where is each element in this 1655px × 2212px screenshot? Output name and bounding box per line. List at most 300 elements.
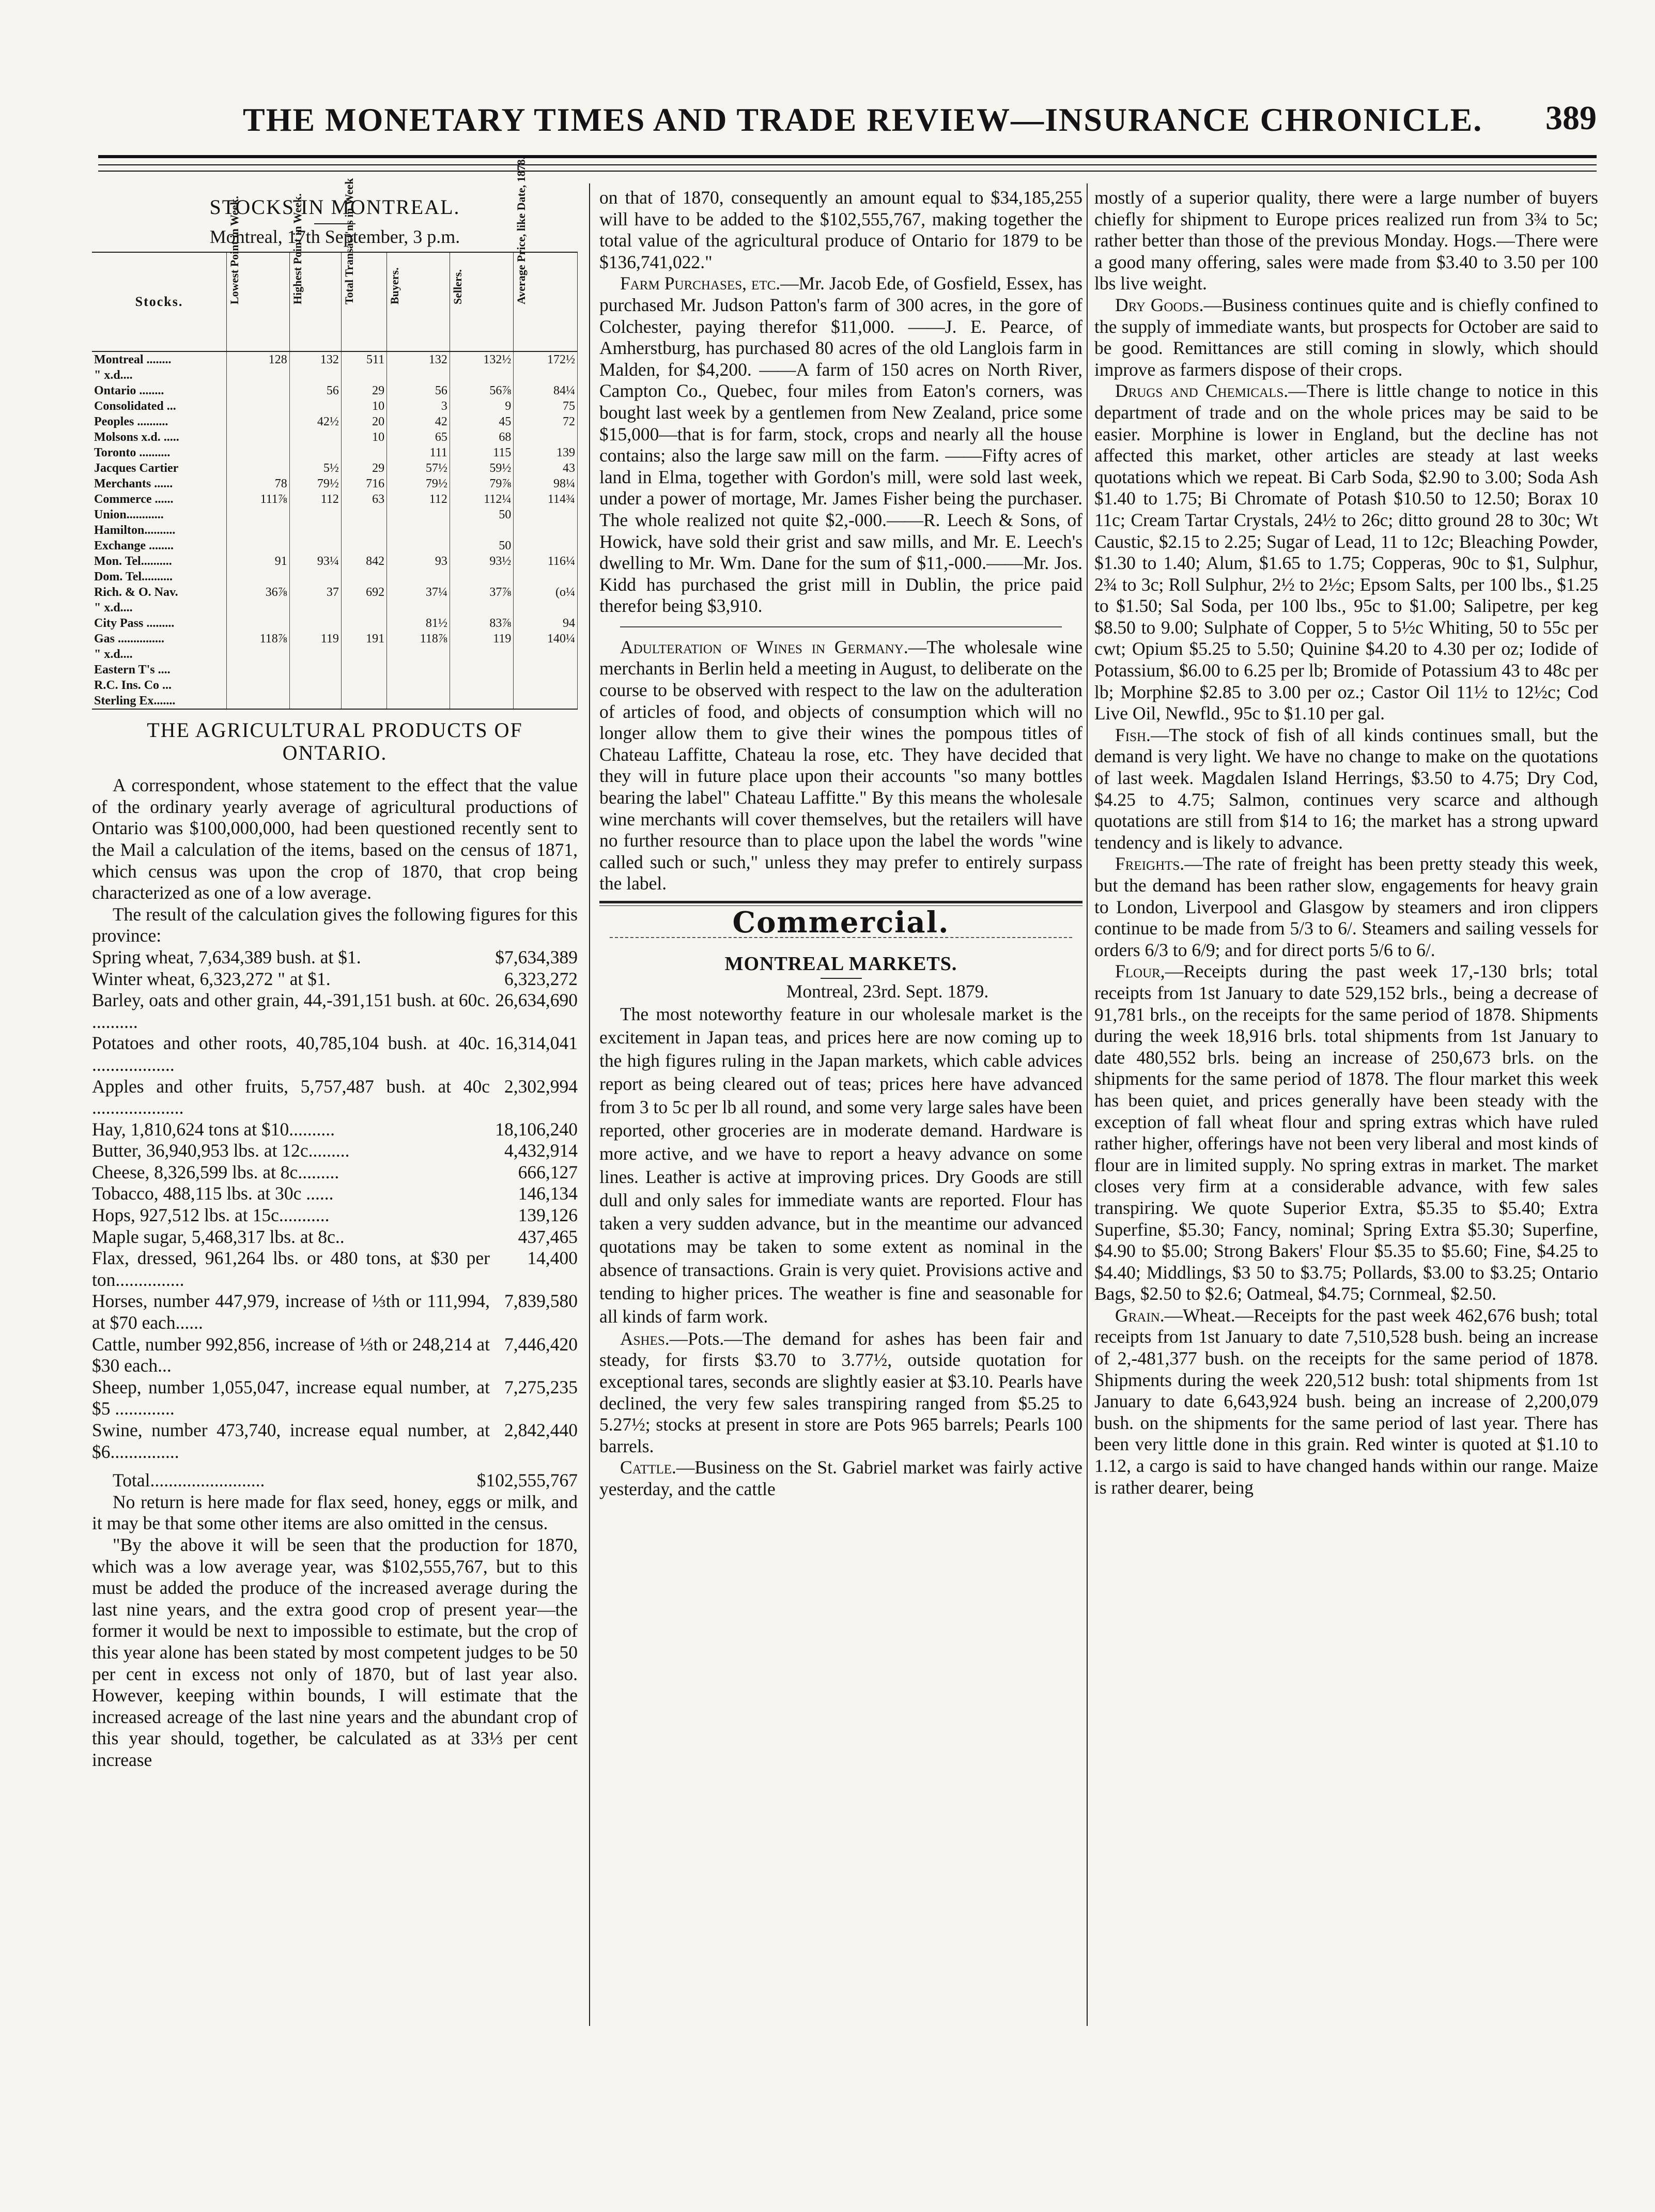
markets-date: Montreal, 23rd. Sept. 1879. <box>786 981 989 1002</box>
stock-value: 29 <box>341 383 386 398</box>
stock-value <box>514 647 578 662</box>
stock-value: 56 <box>289 383 341 398</box>
agri-quote: "By the above it will be seen that the production for 1870, which was a low average year, was $102,555,767, but to this must be added the produce of the increased average during the last nine years, and the extra good crop of present year—the former it would be next to impossible to estimate, but the crop of this year alone has been stated by most competent judges to be 50 per cent in excess not only of 1870, but of last year also. However, keeping within bounds, I will estimate that the increased acreage of the last nine years and the abundant crop of this year should, together, be calculated as at 33⅓ per cent increase <box>92 1534 578 1770</box>
table-row <box>92 523 578 538</box>
stock-value: 172½ <box>514 351 578 367</box>
flour <box>1094 961 1598 1305</box>
item-label: Potatoes and other roots, 40,785,104 bush. at 40c. .................. <box>92 1033 490 1075</box>
stock-value: 116¼ <box>514 554 578 569</box>
wine-adulteration <box>599 637 1082 895</box>
farm-purchases <box>599 273 1082 617</box>
stock-name: Montreal ........ <box>92 351 227 367</box>
item-label: Cattle, number 992,856, increase of ⅓th or 248,214 at $30 each... <box>92 1333 490 1376</box>
stocks-header-label: Highest Point in Week. <box>290 193 304 305</box>
stock-value: 37⅞ <box>450 585 514 600</box>
grain <box>1094 1305 1598 1498</box>
table-row <box>92 460 578 476</box>
stock-value <box>450 367 514 383</box>
stock-value <box>514 538 578 554</box>
masthead <box>119 101 1597 142</box>
list-item <box>92 990 578 1033</box>
agri-lead: The result of the calculation gives the following figures for this province: <box>92 903 578 946</box>
stock-value: 72 <box>514 414 578 429</box>
table-row <box>92 398 578 414</box>
table-row <box>92 538 578 554</box>
page-number: 389 <box>1545 99 1597 137</box>
stock-name: Rich. & O. Nav. <box>92 585 227 600</box>
item-value: 26,634,690 <box>495 990 578 1011</box>
stock-value: 68 <box>450 429 514 445</box>
item-label: Winter wheat, 6,323,272 " at $1. <box>92 968 331 989</box>
list-item <box>92 1119 578 1141</box>
stock-value: 37 <box>289 585 341 600</box>
stock-value: 118⅞ <box>387 631 450 647</box>
item-label: Tobacco, 488,115 lbs. at 30c ...... <box>92 1183 334 1204</box>
column-2 <box>599 187 1082 1500</box>
item-label: Spring wheat, 7,634,389 bush. at $1. <box>92 946 361 967</box>
stock-value: 20 <box>341 414 386 429</box>
stock-value: 43 <box>514 460 578 476</box>
freights <box>1094 853 1598 961</box>
stock-name: Molsons x.d. ..... <box>92 429 227 445</box>
table-row <box>92 616 578 631</box>
table-row <box>92 678 578 693</box>
stocks-header-name: Stocks. <box>92 252 227 351</box>
stock-value: 112 <box>387 491 450 507</box>
list-item <box>92 1162 578 1184</box>
stock-value: 139 <box>514 445 578 460</box>
stock-value <box>514 678 578 693</box>
stock-value <box>289 507 341 523</box>
stock-value <box>227 460 290 476</box>
stock-value: 93½ <box>450 554 514 569</box>
list-item <box>92 1226 578 1248</box>
stock-value: 50 <box>450 538 514 554</box>
table-row <box>92 351 578 367</box>
stock-value <box>289 398 341 414</box>
section-head: Cattle. <box>620 1457 676 1478</box>
stock-value <box>387 538 450 554</box>
stock-value <box>341 538 386 554</box>
divider <box>821 978 862 979</box>
stocks-header-label: Average Price, like Date, 1878. <box>515 157 528 305</box>
stock-name: Commerce ...... <box>92 491 227 507</box>
section-head: Grain. <box>1115 1304 1165 1326</box>
stock-value: 93¼ <box>289 554 341 569</box>
column-3 <box>1094 187 1598 1498</box>
stock-value: 42 <box>387 414 450 429</box>
stock-value: 84¼ <box>514 383 578 398</box>
stock-value <box>289 616 341 631</box>
divider <box>620 626 1062 627</box>
stock-value: 511 <box>341 351 386 367</box>
item-value: 4,432,914 <box>504 1140 578 1161</box>
item-label: Swine, number 473,740, increase equal number, at $6............... <box>92 1420 490 1462</box>
stocks-header <box>450 252 514 351</box>
stock-name: Dom. Tel.......... <box>92 569 227 585</box>
stock-value: 119 <box>289 631 341 647</box>
list-item <box>92 1377 578 1420</box>
stock-value <box>289 538 341 554</box>
list-item <box>92 1248 578 1291</box>
section-text: —Business on the St. Gabriel market was fairly active yesterday, and the cattle <box>599 1457 1082 1499</box>
stock-value <box>387 662 450 678</box>
item-label: Flax, dressed, 961,264 lbs. or 480 tons, at $30 per ton............... <box>92 1248 490 1290</box>
item-value: 437,465 <box>518 1226 578 1247</box>
section-text: —The wholesale wine merchants in Berlin held a meeting in August, to deliberate on the course to be observed with respect to the law on the adulteration of articles of food, and objects of consumption which will no longer allow them to give their wines the pompous titles of Chateau Laffitte, Chateau la rose, etc. They have decided that they will in future place upon their accounts "so many bottles bearing the label" Chateau Laffitte." By this means the wholesale wine merchants will cover themselves, but the retailers will have no further resource than to place upon the label the words "wine called such or such," unless they may prefer to entirely surpass the label. <box>599 636 1082 894</box>
item-value: 18,106,240 <box>495 1118 578 1140</box>
section-head: Drugs and Chemicals. <box>1115 380 1289 402</box>
stock-value: 128 <box>227 351 290 367</box>
stock-value: 56 <box>387 383 450 398</box>
table-row <box>92 662 578 678</box>
item-value: 6,323,272 <box>504 968 578 989</box>
stock-value <box>514 429 578 445</box>
stock-value <box>227 647 290 662</box>
stock-value: 132 <box>387 351 450 367</box>
stock-value: 79½ <box>289 476 341 491</box>
agri-title: THE AGRICULTURAL PRODUCTS OF ONTARIO. <box>147 718 523 765</box>
stock-value <box>450 523 514 538</box>
list-item <box>92 1033 578 1076</box>
section-head: Dry Goods. <box>1115 294 1204 315</box>
stock-value <box>514 600 578 616</box>
agri-intro: A correspondent, whose statement to the effect that the value of the ordinary yearly average of agricultural productions of Ontario was $100,000,000, had been questioned recently sent to the Mail a calculation of the items, based on the census of 1871, which census was upon the crop of 1870, that crop being characterized as one of a low average. <box>92 775 578 903</box>
stock-value: 112 <box>289 491 341 507</box>
stock-name: Toronto .......... <box>92 445 227 460</box>
table-row <box>92 647 578 662</box>
commercial-heading: Commercial. <box>732 905 950 940</box>
stock-value: 118⅞ <box>227 631 290 647</box>
stock-value <box>387 693 450 709</box>
stock-name: Ontario ........ <box>92 383 227 398</box>
stock-value <box>387 600 450 616</box>
stock-value <box>341 662 386 678</box>
stock-value <box>341 678 386 693</box>
stock-value: 114¾ <box>514 491 578 507</box>
header-rule-thin-2 <box>98 171 1597 172</box>
stocks-date: Montreal, 17th September, 3 p.m. <box>209 226 460 247</box>
stock-value <box>289 445 341 460</box>
stock-name: R.C. Ins. Co ... <box>92 678 227 693</box>
section-text: —The rate of freight has been pretty steady this week, but the demand has been rather slow, engagements for heavy grain to London, Liverpool and Glasgow by steamers and iron clippers continue to be made from 5/3 to 6/. Steamers and sailing vessels for orders 6/3 to 6/9; and for direct ports 5/6 to 6/. <box>1094 853 1598 960</box>
stock-value: 716 <box>341 476 386 491</box>
stock-value <box>227 367 290 383</box>
stock-value: 93 <box>387 554 450 569</box>
stocks-header <box>341 178 386 351</box>
stock-value <box>341 693 386 709</box>
stock-value <box>514 367 578 383</box>
item-value: 16,314,041 <box>495 1033 578 1054</box>
stock-value <box>227 398 290 414</box>
stock-value <box>514 662 578 678</box>
section-text: —Business continues quite and is chiefly confined to the supply of immediate wants, but prospects for October are said to be good. Remittances are still coming in slowly, which should improve as farmers dispose of their crops. <box>1094 294 1598 380</box>
stock-value <box>227 538 290 554</box>
stock-value: 842 <box>341 554 386 569</box>
table-row <box>92 445 578 460</box>
stock-value: 42½ <box>289 414 341 429</box>
stock-value <box>289 523 341 538</box>
section-text: —Pots.—The demand for ashes has been fair and steady, for firsts $3.70 to 3.77½, outside quotation for exceptional tares, seconds are slightly easier at $3.10. Pearls have declined, the very few sales transpiring ranged from $5.25 to 5.27½; stocks at present in store are Pots 965 barrels; Pearls 100 barrels. <box>599 1328 1082 1456</box>
stock-value <box>227 414 290 429</box>
section-head: Ashes. <box>620 1328 670 1349</box>
stock-value <box>514 507 578 523</box>
table-row <box>92 383 578 398</box>
stocks-header <box>227 196 290 351</box>
stock-value <box>450 600 514 616</box>
stock-value <box>341 616 386 631</box>
stock-value: 50 <box>450 507 514 523</box>
item-value: $7,634,389 <box>495 946 578 967</box>
stock-value <box>514 523 578 538</box>
agri-note: No return is here made for flax seed, honey, eggs or milk, and it may be that some other items are also omitted in the census. <box>92 1491 578 1534</box>
stock-name: Merchants ...... <box>92 476 227 491</box>
stock-value <box>289 429 341 445</box>
markets-title: MONTREAL MARKETS. <box>724 953 957 975</box>
list-item <box>92 1334 578 1377</box>
stock-value <box>227 429 290 445</box>
column-1 <box>92 157 578 1771</box>
stock-value <box>289 662 341 678</box>
total-value: $102,555,767 <box>476 1470 578 1491</box>
dry-goods <box>1094 295 1598 380</box>
stock-value: 78 <box>227 476 290 491</box>
stocks-header-label: Sellers. <box>451 269 464 305</box>
stock-name: Jacques Cartier <box>92 460 227 476</box>
item-value: 7,839,580 <box>504 1291 578 1312</box>
stock-value: 81½ <box>387 616 450 631</box>
stock-name: Exchange ........ <box>92 538 227 554</box>
item-value: 666,127 <box>518 1161 578 1182</box>
stock-value <box>387 569 450 585</box>
ashes <box>599 1328 1082 1457</box>
item-value: 2,302,994 <box>504 1076 578 1097</box>
stock-name: Mon. Tel.......... <box>92 554 227 569</box>
agri-total <box>92 1470 578 1492</box>
stock-value: 111⅞ <box>227 491 290 507</box>
item-label: Apples and other fruits, 5,757,487 bush. at 40c .................... <box>92 1076 490 1118</box>
stock-value: 83⅞ <box>450 616 514 631</box>
list-item <box>92 1420 578 1463</box>
stock-value <box>289 367 341 383</box>
stock-name: " x.d.... <box>92 600 227 616</box>
stock-value: 91 <box>227 554 290 569</box>
stock-value: 36⅞ <box>227 585 290 600</box>
stock-value: 9 <box>450 398 514 414</box>
section-head: Flour, <box>1115 961 1165 982</box>
table-row <box>92 693 578 709</box>
table-row <box>92 569 578 585</box>
table-row <box>92 585 578 600</box>
stock-value: 63 <box>341 491 386 507</box>
markets-intro: The most noteworthy feature in our wholesale market is the excitement in Japan teas, and prices here are now coming up to the high figures ruling in the Japan markets, which cable advices report as being cleared out of teas; prices here have advanced from 3 to 5c per lb all round, and some very large sales have been reported, other groceries are in moderate demand. Hardware is more active, and we have to report a heavy advance on some lines. Leather is active at improving prices. Dry Goods are still dull and only sales for immediate wants are reported. Flour has taken a very sudden advance, but in the meantime our advanced quotations may be taken to some extent as nominal in the absence of transactions. Grain is very quiet. Provisions active and tending to higher prices. The weather is fine and seasonable for all kinds of farm work. <box>599 1003 1082 1327</box>
section-head: Farm Purchases, etc. <box>620 273 781 294</box>
header-rule <box>98 155 1597 158</box>
list-item <box>92 1140 578 1162</box>
cattle <box>599 1457 1082 1500</box>
stock-name: Peoples .......... <box>92 414 227 429</box>
stock-name: " x.d.... <box>92 367 227 383</box>
list-item <box>92 1291 578 1333</box>
stocks-header <box>289 193 341 351</box>
item-label: Sheep, number 1,055,047, increase equal number, at $5 ............. <box>92 1376 490 1419</box>
item-label: Maple sugar, 5,468,317 lbs. at 8c.. <box>92 1226 345 1247</box>
list-item <box>92 1205 578 1226</box>
stock-value: 5½ <box>289 460 341 476</box>
agri-continued: on that of 1870, consequently an amount equal to $34,185,255 will have to be added to the $102,555,767, making together the total value of the agricultural produce of Ontario for 1879 to be $136,741,022." <box>599 187 1082 272</box>
stock-value <box>227 383 290 398</box>
stock-value <box>450 693 514 709</box>
section-head: Adulteration of Wines in Germany. <box>620 636 908 657</box>
stock-value <box>341 647 386 662</box>
stock-value: 132½ <box>450 351 514 367</box>
stock-value <box>514 569 578 585</box>
stock-name: Hamilton.......... <box>92 523 227 538</box>
stock-value: 10 <box>341 429 386 445</box>
stock-value <box>514 693 578 709</box>
stock-value: 75 <box>514 398 578 414</box>
item-label: Horses, number 447,979, increase of ⅓th or 111,994, at $70 each...... <box>92 1291 490 1333</box>
stock-value <box>227 616 290 631</box>
stock-name: Eastern T's .... <box>92 662 227 678</box>
stocks-header <box>387 252 450 351</box>
stock-value: 10 <box>341 398 386 414</box>
list-item <box>92 947 578 969</box>
stocks-header-label: Lowest Point in Week. <box>228 196 241 305</box>
stock-value: 29 <box>341 460 386 476</box>
stocks-title: STOCKS IN MONTREAL. <box>209 195 460 219</box>
stock-value: 112¼ <box>450 491 514 507</box>
item-value: 139,126 <box>518 1205 578 1226</box>
table-row <box>92 429 578 445</box>
stock-name: Union............ <box>92 507 227 523</box>
stock-value <box>289 693 341 709</box>
stock-value: (o¼ <box>514 585 578 600</box>
stock-value: 57½ <box>387 460 450 476</box>
item-label: Butter, 36,940,953 lbs. at 12c......... <box>92 1140 350 1161</box>
table-row <box>92 507 578 523</box>
stock-value <box>341 445 386 460</box>
stock-value: 132 <box>289 351 341 367</box>
column-divider <box>589 183 590 2026</box>
stock-value: 79⅞ <box>450 476 514 491</box>
item-label: Cheese, 8,326,599 lbs. at 8c......... <box>92 1161 339 1182</box>
table-row <box>92 476 578 491</box>
stock-value <box>387 523 450 538</box>
item-label: Barley, oats and other grain, 44,-391,151 bush. at 60c. .......... <box>92 990 490 1032</box>
section-text: —The stock of fish of all kinds continues small, but the demand is very light. We have no change to make on the quotations of last week. Magdalen Island Herrings, $3.50 to 4.75; Dry Cod, $4.25 to 4.75; Salmon, continues very scarce and although quotations are still from $14 to 16; the market has a strong upward tendency and is likely to advance. <box>1094 724 1598 853</box>
page-title: THE MONETARY TIMES AND TRADE REVIEW—INSURANCE CHRONICLE. <box>243 101 1483 138</box>
item-value: 7,446,420 <box>504 1333 578 1355</box>
stock-value: 98¼ <box>514 476 578 491</box>
table-row <box>92 414 578 429</box>
column-divider <box>1087 183 1088 2026</box>
stock-value <box>289 600 341 616</box>
stock-value: 59½ <box>450 460 514 476</box>
stock-value: 692 <box>341 585 386 600</box>
stock-value <box>227 569 290 585</box>
stock-name: Gas ............... <box>92 631 227 647</box>
drugs-chemicals <box>1094 380 1598 725</box>
stock-value <box>450 678 514 693</box>
stock-value <box>341 569 386 585</box>
fish <box>1094 725 1598 854</box>
stock-value <box>341 367 386 383</box>
stock-value <box>227 693 290 709</box>
list-item <box>92 1076 578 1119</box>
stock-name: City Pass ......... <box>92 616 227 631</box>
item-label: Hops, 927,512 lbs. at 15c........... <box>92 1205 330 1226</box>
list-item <box>92 969 578 990</box>
table-row <box>92 600 578 616</box>
item-value: 7,275,235 <box>504 1376 578 1397</box>
stock-value <box>341 507 386 523</box>
stock-value <box>227 678 290 693</box>
stock-value <box>227 600 290 616</box>
section-text: —Wheat.—Receipts for the past week 462,676 bush; total receipts from 1st January to date 7,510,528 bush. being an increase of 2,-481,377 bush. on the receipts for the same period of 1878. Shipments during the week 220,512 bush: total shipments from 1st January to date 6,643,924 bush. being an increase of 2,200,079 bush. on the shipments for the same period of last year. There has been very little done in this grain. Red winter is quoted at $1.10 to 1.12, a cargo is said to have changed hands within our range. Maize is rather dearer, being <box>1094 1304 1598 1498</box>
table-row <box>92 367 578 383</box>
stock-value <box>289 647 341 662</box>
stock-value: 37¼ <box>387 585 450 600</box>
stock-value <box>227 507 290 523</box>
table-row <box>92 631 578 647</box>
stocks-header-label: Buyers. <box>388 267 401 305</box>
stock-value: 65 <box>387 429 450 445</box>
stock-value: 191 <box>341 631 386 647</box>
total-label: Total......................... <box>113 1470 265 1491</box>
list-item <box>92 1183 578 1205</box>
stock-name: " x.d.... <box>92 647 227 662</box>
stock-value <box>341 523 386 538</box>
stock-value <box>387 678 450 693</box>
stock-value: 140¼ <box>514 631 578 647</box>
stock-value: 3 <box>387 398 450 414</box>
stock-value <box>341 600 386 616</box>
stock-value: 119 <box>450 631 514 647</box>
item-label: Hay, 1,810,624 tons at $10.......... <box>92 1118 335 1140</box>
stock-value: 45 <box>450 414 514 429</box>
stock-value: 56⅞ <box>450 383 514 398</box>
stock-value <box>227 662 290 678</box>
stock-value <box>387 647 450 662</box>
item-value: 14,400 <box>527 1248 578 1269</box>
stock-value: 111 <box>387 445 450 460</box>
stock-value <box>227 523 290 538</box>
stock-value <box>289 678 341 693</box>
agri-list <box>92 947 578 1463</box>
stock-value <box>289 569 341 585</box>
table-row <box>92 491 578 507</box>
stock-value <box>450 569 514 585</box>
stock-name: Sterling Ex....... <box>92 693 227 709</box>
header-rule-thin <box>98 164 1597 165</box>
table-row <box>92 554 578 569</box>
item-value: 146,134 <box>518 1183 578 1204</box>
stock-value: 94 <box>514 616 578 631</box>
stock-name: Consolidated ... <box>92 398 227 414</box>
section-head: Fish. <box>1115 724 1151 745</box>
stock-value <box>450 647 514 662</box>
section-head: Freights. <box>1115 853 1185 874</box>
stocks-header-label: Total Transact'ns in Week <box>342 178 355 305</box>
cattle-continued: mostly of a superior quality, there were a large number of buyers chiefly for shipment to Europe prices realized run from 3¾ to 5c; rather better than those of the previous Monday. Hogs.—There were a good many offering, sales were made from $3.40 to 3.50 per 100 lbs live weight. <box>1094 187 1598 294</box>
stock-value <box>387 507 450 523</box>
stock-value <box>450 662 514 678</box>
item-value: 2,842,440 <box>504 1420 578 1440</box>
stock-value <box>227 445 290 460</box>
stocks-header <box>514 157 578 351</box>
section-text: —There is little change to notice in this department of trade and on the whole prices may be said to be easier. Morphine is lower in England, but the decline has not affected this market, other articles are steady at last weeks quotations which we repeat. Bi Carb Soda, $2.90 to 3.00; Soda Ash $1.40 to 1.75; Bi Chromate of Potash $10.50 to 12.50; Borax 10 11c; Cream Tartar Crystals, 24½ to 26c; ditto ground 28 to 30c; Wt Caustic, $2.15 to 2.25; Sugar of Lead, 11 to 12c; Bleaching Powder, $1.30 to 1.40; Alum, $1.65 to 1.75; Copperas, 90c to $1, Sulphur, 2¾ to 3c; Roll Sulphur, 2½ to 2½c; Epsom Salts, per 100 lbs., $1.25 to $1.50; Sal Soda, per 100 lbs., 95c to $1.00; Salipetre, per keg $8.50 to 9.00; Sulphate of Copper, 5 to 5½c Whiting, 50 to 55c per cwt; Opium $5.25 to 5.50; Quinine $4.20 to 4.30 per oz; Iodide of Potassium, $6.00 to 6.25 per lb; Bromide of Potassium 43 to 48c per lb; Morphine $2.85 to 3.00 per oz.; Castor Oil 11½ to 12½c; Cod Live Oil, Newfld., 95c to $1.10 per gal. <box>1094 380 1599 724</box>
